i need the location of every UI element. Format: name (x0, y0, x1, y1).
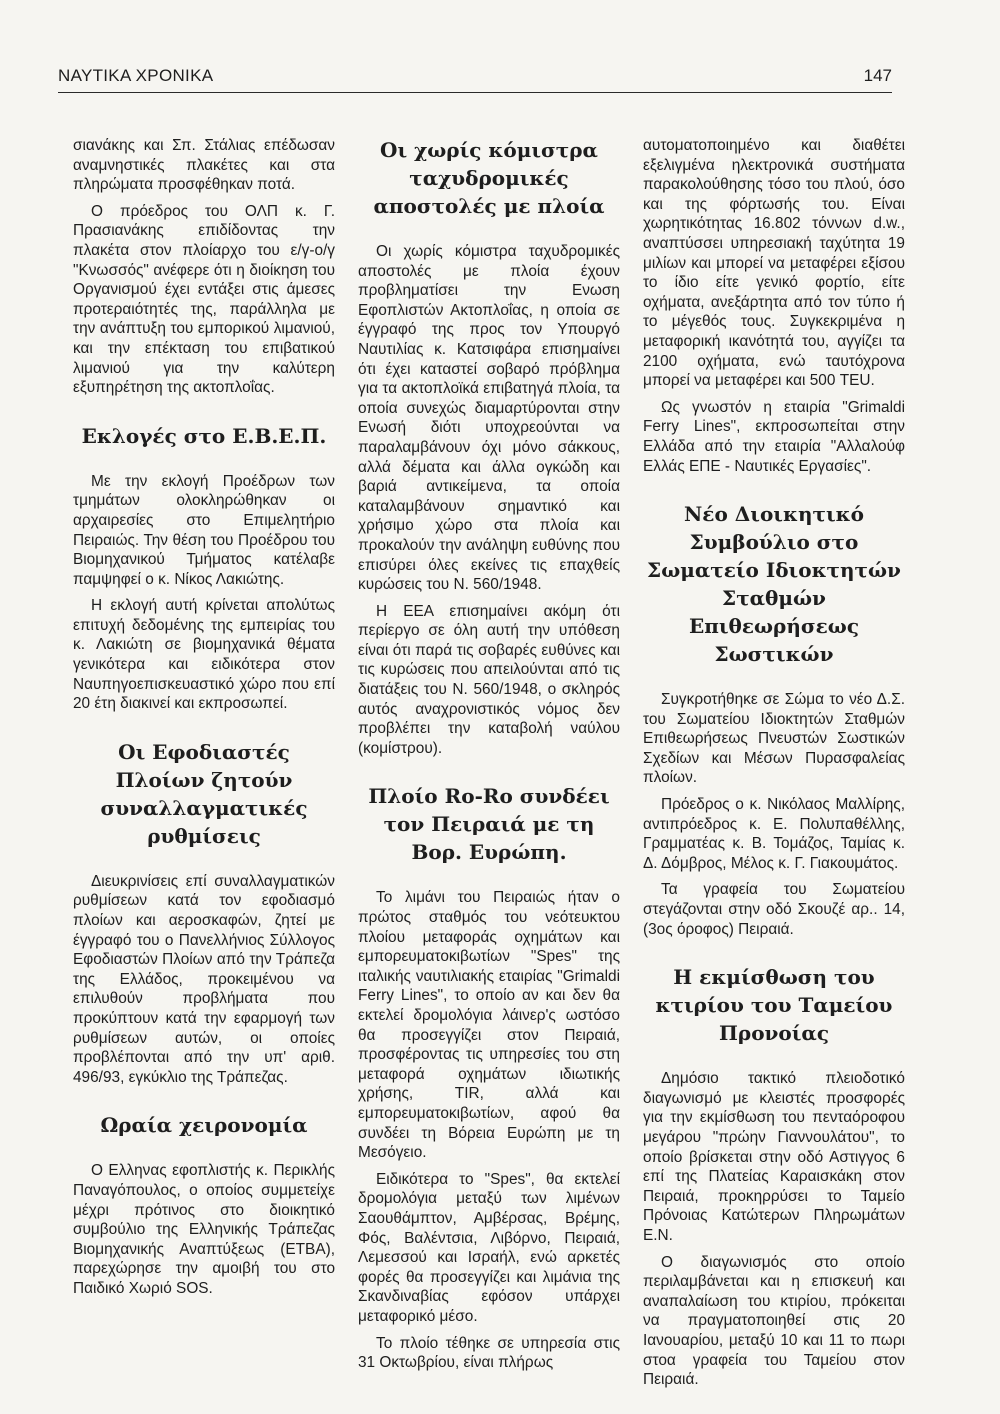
paragraph: Δημόσιο τακτικό πλειοδοτικό διαγωνισμό με κλειστές προσφορές για την εκμίσθωση του πενταόροφου μεγάρου "πρώην Γιαννουλάτου", το οποίο βρίσκεται στην οδό Αστιγγος 6 επί της Πλατείας Καραισκάκη στον Πειραιά, προκηρρύσει το Ταμείο Πρόνοιας Κατώτερων Πληρωμάτων Ε.Ν. (643, 1070, 905, 1244)
paragraph: Ειδικότερα το "Spes", θα εκτελεί δρομολόγια μεταξύ των λιμένων Σαουθάμπτον, Αμβέρσας, Βρέμης, Φός, Βαλέντσια, Λιβόρνο, Πειραιά, Λεμεσσού και Ισραήλ, ενώ αρκετές φορές θα προσεγγίζει και λιμάνια της Σκανδιναβίας εφόσον υπάρχει μεταφορικό μέσο. (358, 1170, 620, 1325)
paragraph: Ο Ελληνας εφοπλιστής κ. Περικλής Παναγόπουλος, ο οποίος συμμετείχε μέχρι πρότινος στο διοικητικό συμβούλιο της Ελληνικής Τράπεζας Βιομηχανικής Αναπτύξεως (ΕΤΒΑ), παρεχώρησε την αμοιβή του στο Παιδικό Χωριό SOS. (73, 1162, 335, 1297)
article-headline: Η εκμίσθωση του κτιρίου του Ταμείου Προνοίας (655, 965, 893, 1046)
paragraph: Η ΕΕΑ επισημαίνει ακόμη ότι περίεργο σε όλη αυτή την υπόθεση είναι ότι παρά τις σοβαρές ευθύνες και τις κυρώσεις που απειλούνται από τις διατάξεις του Ν. 560/1948, ο σκληρός αυτός αναχρονιστικός νόμος δεν προβλέπει την καταβολή ναύλου (κομίστρου). (358, 602, 620, 757)
paragraph: Συγκροτήθηκε σε Σώμα το νέο Δ.Σ. του Σωματείου Ιδιοκτητών Σταθμών Επιθεωρήσεως Πνευστών Σωστικών Σχεδίων και Μέσων Πυρασφαλείας πλοίων. (643, 691, 905, 787)
running-title: ΝΑΥΤΙΚΑ ΧΡΟΝΙΚΑ (58, 66, 214, 85)
paragraph: αυτοματοποιημένο και διαθέτει εξελιγμένα ηλεκτρονικά συστήματα παρακολούθησης τόσο του πλού, όσο και της φόρτωσής του. Είναι χωρητικότητας 16.802 τόννων d.w., αναπτύσσει υπηρεσιακή ταχύτητα 19 μιλίων και μπορεί να μεταφέρει εξίσου το ίδιο είτε γενικό φορτίο, είτε οχήματα, ανεξάρτητα από τον τύπο ή το μέγεθός τους. Συγκεκριμένα η μεταφορική ικανότητά του, αγγίζει τα 2100 οχήματα, ενώ ταυτόχρονα μπορεί να μεταφέρει και 500 TEU. (643, 137, 905, 390)
article-headline: Ωραία χειρονομία (100, 1113, 308, 1138)
paragraph: Η εκλογή αυτή κρίνεται απολύτως επιτυχή δεδομένης της εμπειρίας του κ. Λακιώτη σε βιομηχανικά θέματα γενικότερα και ειδικότερα στον Ναυπηγοεπισκευαστικό χώρο που επί 20 έτη διακινεί και εκπροσωπεί. (73, 597, 335, 713)
article-headline: Νέο Διοικητικό Συμβούλιο στο Σωματείο Ιδιοκτητών Σταθμών Επιθεωρήσεως Σωστικών (647, 502, 901, 667)
article-headline: Πλοίο Ro-Ro συνδέει τον Πειραιά με τη Βορ. Ευρώπη. (368, 784, 610, 865)
paragraph: Οι χωρίς κόμιστρα ταχυδρομικές αποστολές με πλοία έχουν προβληματίσει την Ενωση Εφοπλιστών Ακτοπλοΐας, η οποία σε έγγραφό της προς τον Υπουργό Ναυτιλίας κ. Κατσιφάρα επισημαίνει ότι έχει καταστεί σοβαρό πρόβλημα για τα ακτοπλοϊκά επιβατηγά πλοία, τα οποία συνεχώς διαμαρτύρονται στην Ενωσή διότι υποχρεούνται να παραλαμβάνουν όχι μόνο σάκκους, αλλά δέματα και άλλα ογκώδη και βαριά αντικείμενα, τα οποία καταλαμβάνουν σημαντικό και χρήσιμο χώρο στα πλοία και προκαλούν την ανάληψη ευθύνης που επισύρει όλες εκείνες τις επαχθείς κυρώσεις του Ν. 560/1948. (358, 243, 620, 594)
column-left (73, 136, 335, 1306)
paragraph: Το λιμάνι του Πειραιώς ήταν ο πρώτος σταθμός του νεότευκτου πλοίου μεταφοράς οχημάτων και εμπορευματοκιβωτίων "Spes" της ιταλικής ναυτιλιακής εταιρίας "Grimaldi Ferry Lines", το οποίο αν και δεν θα εκτελεί δρομολόγια λάινερ'ς ωστόσο θα προσεγγίζει στον Πειραιά, προσφέροντας τις υπηρεσίες του στη μεταφορά οχημάτων ιδιωτικής χρήσης, TIR, αλλά και εμπορευματοκιβωτίων, αφού θα συνδέει τη Βόρεια Ευρώπη με τη Μεσόγειο. (358, 889, 620, 1162)
paragraph: Με την εκλογή Προέδρων των τμημάτων ολοκληρώθηκαν οι αρχαιρεσίες στο Επιμελητήριο Πειραιώς. Την θέση του Προέδρου του Βιομηχανικού Τμήματος κατέλαβε παμψηφεί ο κ. Νίκος Λακιώτης. (73, 472, 335, 588)
paragraph: Ο διαγωνισμός στο οποίο περιλαμβάνεται και η επισκευή και αναπαλαίωση του κτιρίου, πρόκειται να πραγματοποιηθεί στις 20 Ιανουαρίου, μεταξύ 10 και 11 το πωρι στοα γραφεία του Ταμείου στον Πειραιά. (643, 1253, 905, 1389)
paragraph: Πρόεδρος ο κ. Νικόλαος Μαλλίρης, αντιπρόεδρος κ. Ε. Πολυπαθέλλης, Γραμματέας κ. Β. Τομάζος, Ταμίας κ. Δ. Δόμβρος, Μέλος κ. Γ. Γιακουμάτος. (643, 796, 905, 872)
article-headline: Εκλογές στο Ε.Β.Ε.Π. (81, 423, 327, 448)
paragraph: σιανάκης και Σπ. Στάλιας επέδωσαν αναμνηστικές πλακέτες και στα πληρώματα προσφέθηκαν ποτά. (73, 137, 335, 194)
paragraph: Ως γνωστόν η εταιρία "Grimaldi Ferry Lines", εκπροσωπείται στην Ελλάδα από την εταιρία "Αλλαλούφ Ελλάς ΕΠΕ - Ναυτικές Εργασίες". (643, 398, 905, 475)
column-middle (358, 136, 620, 1380)
paragraph: Τα γραφεία του Σωματείου στεγάζονται στην οδό Σκουζέ αρ.. 14, (3ος όροφος) Πειραιά. (643, 881, 905, 938)
page-number: 147 (863, 66, 892, 85)
column-right (643, 136, 905, 1397)
article-headline: Οι Εφοδιαστές Πλοίων ζητούν συναλλαγματικές ρυθμίσεις (100, 739, 308, 848)
article-headline: Οι χωρίς κόμιστρα ταχυδρομικές αποστολές με πλοία (373, 138, 605, 218)
page-header (58, 66, 892, 92)
paragraph: Διευκρινίσεις επί συναλλαγματικών ρυθμίσεων κατά τον εφοδιασμό πλοίων και αεροσκαφών, ζητεί με έγγραφό του ο Πανελλήνιος Σύλλογος Εφοδιαστών Πλοίων από την Τράπεζα της Ελλάδος, προκειμένου να επιλυθούν προβλήματα που προκύπτουν κατά την εφαρμογή των ρυθμίσεων αυτών, οι οποίες προβλέπονται από την υπ' αριθ. 496/93, εγκύκλιο της Τράπεζας. (73, 872, 335, 1086)
header-rule (58, 92, 892, 93)
paragraph: Ο πρόεδρος του ΟΛΠ κ. Γ. Πρασιανάκης επιδίδοντας την πλακέτα στον πλοίαρχο του ε/γ-ο/γ "Κνωσσός" ανέφερε ότι η διοίκηση του Οργανισμού έχει εντάξει στις άμεσες προτεραιότητές της, παράλληλα με την ανάπτυξη του εμπορικού λιμανιού, και την επέκταση του επιβατικού λιμανιού για την καλύτερη εξυπηρέτηση της ακτοπλοΐας. (73, 202, 335, 397)
paragraph: Το πλοίο τέθηκε σε υπηρεσία στις 31 Οκτωβρίου, είναι πλήρως (358, 1334, 620, 1372)
